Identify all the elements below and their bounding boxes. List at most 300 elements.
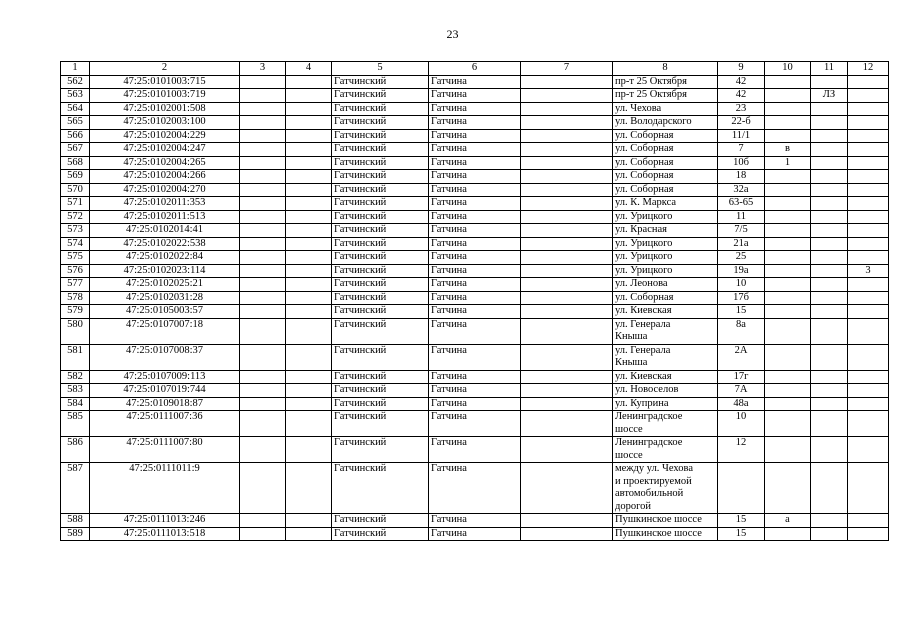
- cadastral-number-cell: 47:25:0107019:744: [90, 384, 240, 398]
- col11-cell: [811, 437, 848, 463]
- street-cell: [613, 183, 718, 197]
- street-cell: [613, 370, 718, 384]
- col7-cell: [521, 251, 613, 265]
- house-number-cell: 25: [718, 251, 765, 265]
- district-cell: Гатчинский: [332, 384, 429, 398]
- col11-cell: [811, 264, 848, 278]
- table-row: [61, 278, 889, 292]
- col10-cell: [765, 463, 811, 514]
- street-cell: [613, 75, 718, 89]
- col3-cell: [240, 437, 286, 463]
- col11-cell: [811, 183, 848, 197]
- col11-cell: [811, 102, 848, 116]
- column-header: 3: [240, 62, 286, 76]
- street-line: автомобильной: [615, 488, 684, 499]
- col10-cell: в: [765, 143, 811, 157]
- table-row: [61, 89, 889, 103]
- row-number-cell: 585: [61, 411, 90, 437]
- cadastral-number-cell: 47:25:0102004:229: [90, 129, 240, 143]
- col12-cell: [848, 129, 889, 143]
- col7-cell: [521, 156, 613, 170]
- col10-cell: [765, 210, 811, 224]
- row-number-cell: 563: [61, 89, 90, 103]
- city-cell: Гатчина: [429, 305, 521, 319]
- row-number-cell: 576: [61, 264, 90, 278]
- street-cell: [613, 411, 718, 437]
- table-row: [61, 305, 889, 319]
- table-row: [61, 411, 889, 437]
- house-number-cell: 15: [718, 514, 765, 528]
- street-line: ул. Соборная: [615, 156, 674, 168]
- table-row: [61, 210, 889, 224]
- city-cell: Гатчина: [429, 156, 521, 170]
- col3-cell: [240, 89, 286, 103]
- col3-cell: [240, 278, 286, 292]
- col12-cell: [848, 463, 889, 514]
- row-number-cell: 586: [61, 437, 90, 463]
- col7-cell: [521, 384, 613, 398]
- table-row: [61, 527, 889, 541]
- street-cell: [613, 210, 718, 224]
- cadastral-number-cell: 47:25:0101003:715: [90, 75, 240, 89]
- district-cell: Гатчинский: [332, 143, 429, 157]
- row-number-cell: 565: [61, 116, 90, 130]
- col3-cell: [240, 75, 286, 89]
- city-cell: Гатчина: [429, 264, 521, 278]
- col7-cell: [521, 170, 613, 184]
- column-header: 1: [61, 62, 90, 76]
- col7-cell: [521, 291, 613, 305]
- col7-cell: [521, 318, 613, 344]
- street-line: Пушкинское шоссе: [615, 514, 702, 525]
- street-line: ул. Урицкого: [615, 264, 673, 276]
- table-row: [61, 170, 889, 184]
- col7-cell: [521, 197, 613, 211]
- street-line: Пушкинское шоссе: [615, 527, 702, 539]
- city-cell: Гатчина: [429, 291, 521, 305]
- street-cell: [613, 344, 718, 370]
- district-cell: Гатчинский: [332, 210, 429, 224]
- table-row: [61, 264, 889, 278]
- col11-cell: [811, 278, 848, 292]
- cadastral-number-cell: 47:25:0101003:719: [90, 89, 240, 103]
- table-row: [61, 237, 889, 251]
- table-row: [61, 370, 889, 384]
- col11-cell: [811, 75, 848, 89]
- street-cell: [613, 305, 718, 319]
- col4-cell: [286, 210, 332, 224]
- col4-cell: [286, 102, 332, 116]
- col4-cell: [286, 89, 332, 103]
- page-number: 23: [446, 27, 459, 41]
- table-body: [61, 75, 889, 541]
- col11-cell: [811, 197, 848, 211]
- col7-cell: [521, 224, 613, 238]
- table-row: [61, 291, 889, 305]
- col10-cell: [765, 527, 811, 541]
- table-row: [61, 197, 889, 211]
- street-cell: [613, 264, 718, 278]
- city-cell: Гатчина: [429, 183, 521, 197]
- col4-cell: [286, 156, 332, 170]
- cadastral-number-cell: 47:25:0102014:41: [90, 224, 240, 238]
- col7-cell: [521, 411, 613, 437]
- street-line: Кныша: [615, 331, 648, 342]
- city-cell: Гатчина: [429, 463, 521, 514]
- row-number-cell: 574: [61, 237, 90, 251]
- row-number-cell: 579: [61, 305, 90, 319]
- col3-cell: [240, 143, 286, 157]
- col3-cell: [240, 514, 286, 528]
- district-cell: Гатчинский: [332, 527, 429, 541]
- col11-cell: [811, 224, 848, 238]
- col4-cell: [286, 197, 332, 211]
- col4-cell: [286, 129, 332, 143]
- col4-cell: [286, 463, 332, 514]
- col7-cell: [521, 89, 613, 103]
- col3-cell: [240, 384, 286, 398]
- col10-cell: [765, 89, 811, 103]
- street-line: ул. Урицкого: [615, 237, 673, 249]
- col10-cell: [765, 224, 811, 238]
- cadastral-number-cell: 47:25:0111011:9: [90, 463, 240, 514]
- col12-cell: [848, 116, 889, 130]
- col10-cell: [765, 264, 811, 278]
- table-header-row: [61, 62, 889, 76]
- col12-cell: [848, 278, 889, 292]
- row-number-cell: 588: [61, 514, 90, 528]
- col3-cell: [240, 102, 286, 116]
- street-line: дорогой: [615, 500, 652, 512]
- col4-cell: [286, 278, 332, 292]
- city-cell: Гатчина: [429, 170, 521, 184]
- col10-cell: [765, 291, 811, 305]
- col10-cell: [765, 437, 811, 463]
- col3-cell: [240, 237, 286, 251]
- row-number-cell: 582: [61, 370, 90, 384]
- col10-cell: [765, 129, 811, 143]
- cadastral-number-cell: 47:25:0109018:87: [90, 397, 240, 411]
- col10-cell: [765, 116, 811, 130]
- house-number-cell: 18: [718, 170, 765, 184]
- col4-cell: [286, 116, 332, 130]
- row-number-cell: 570: [61, 183, 90, 197]
- col3-cell: [240, 291, 286, 305]
- street-cell: [613, 527, 718, 541]
- district-cell: Гатчинский: [332, 251, 429, 265]
- col11-cell: [811, 384, 848, 398]
- col7-cell: [521, 397, 613, 411]
- city-cell: Гатчина: [429, 237, 521, 251]
- street-line: ул. Соборная: [615, 143, 674, 154]
- cadastral-number-cell: 47:25:0107007:18: [90, 318, 240, 344]
- city-cell: Гатчина: [429, 278, 521, 292]
- row-number-cell: 584: [61, 397, 90, 411]
- col11-cell: [811, 143, 848, 157]
- col3-cell: [240, 318, 286, 344]
- col10-cell: [765, 397, 811, 411]
- col12-cell: [848, 89, 889, 103]
- house-number-cell: 7/5: [718, 224, 765, 238]
- col3-cell: [240, 183, 286, 197]
- cadastral-number-cell: 47:25:0111007:36: [90, 411, 240, 437]
- street-line: ул. Чехова: [615, 102, 662, 114]
- col4-cell: [286, 251, 332, 265]
- col12-cell: [848, 370, 889, 384]
- street-line: и проектируемой: [615, 475, 692, 487]
- district-cell: Гатчинский: [332, 463, 429, 514]
- district-cell: Гатчинский: [332, 318, 429, 344]
- col4-cell: [286, 183, 332, 197]
- col12-cell: [848, 305, 889, 319]
- district-cell: Гатчинский: [332, 278, 429, 292]
- col12-cell: 3: [848, 264, 889, 278]
- street-line: шоссе: [615, 423, 643, 435]
- col7-cell: [521, 143, 613, 157]
- col12-cell: [848, 237, 889, 251]
- house-number-cell: 17г: [718, 370, 765, 384]
- col4-cell: [286, 224, 332, 238]
- col11-cell: [811, 305, 848, 319]
- col11-cell: [811, 411, 848, 437]
- city-cell: Гатчина: [429, 210, 521, 224]
- col3-cell: [240, 264, 286, 278]
- city-cell: Гатчина: [429, 384, 521, 398]
- table-row: [61, 224, 889, 238]
- city-cell: Гатчина: [429, 411, 521, 437]
- table-row: [61, 344, 889, 370]
- street-line: ул. Урицкого: [615, 210, 673, 222]
- col4-cell: [286, 291, 332, 305]
- street-cell: [613, 318, 718, 344]
- house-number-cell: 7: [718, 143, 765, 157]
- city-cell: Гатчина: [429, 318, 521, 344]
- street-line: между ул. Чехова: [615, 463, 693, 474]
- district-cell: Гатчинский: [332, 116, 429, 130]
- district-cell: Гатчинский: [332, 264, 429, 278]
- city-cell: Гатчина: [429, 514, 521, 528]
- cadastral-number-cell: 47:25:0107009:113: [90, 370, 240, 384]
- col12-cell: [848, 210, 889, 224]
- table-row: [61, 143, 889, 157]
- col11-cell: [811, 514, 848, 528]
- row-number-cell: 568: [61, 156, 90, 170]
- col10-cell: [765, 237, 811, 251]
- col10-cell: [765, 318, 811, 344]
- street-cell: [613, 116, 718, 130]
- district-cell: Гатчинский: [332, 411, 429, 437]
- street-cell: [613, 291, 718, 305]
- col10-cell: а: [765, 514, 811, 528]
- col11-cell: [811, 129, 848, 143]
- col7-cell: [521, 463, 613, 514]
- house-number-cell: 32а: [718, 183, 765, 197]
- row-number-cell: 567: [61, 143, 90, 157]
- street-cell: [613, 102, 718, 116]
- col4-cell: [286, 237, 332, 251]
- house-number-cell: 19а: [718, 264, 765, 278]
- district-cell: Гатчинский: [332, 102, 429, 116]
- house-number-cell: 12: [718, 437, 765, 463]
- col11-cell: [811, 291, 848, 305]
- col11-cell: [811, 170, 848, 184]
- cadastral-number-cell: 47:25:0105003:57: [90, 305, 240, 319]
- street-cell: [613, 437, 718, 463]
- city-cell: Гатчина: [429, 75, 521, 89]
- col7-cell: [521, 210, 613, 224]
- table-row: [61, 129, 889, 143]
- street-line: пр-т 25 Октября: [615, 75, 687, 87]
- column-header: 9: [718, 62, 765, 76]
- col4-cell: [286, 344, 332, 370]
- col12-cell: [848, 527, 889, 541]
- street-cell: [613, 278, 718, 292]
- col3-cell: [240, 370, 286, 384]
- col11-cell: [811, 318, 848, 344]
- cadastral-number-cell: 47:25:0102001:508: [90, 102, 240, 116]
- col10-cell: [765, 305, 811, 319]
- col7-cell: [521, 116, 613, 130]
- district-cell: Гатчинский: [332, 183, 429, 197]
- col10-cell: [765, 411, 811, 437]
- column-header: 8: [613, 62, 718, 76]
- row-number-cell: 583: [61, 384, 90, 398]
- cadastral-number-cell: 47:25:0102025:21: [90, 278, 240, 292]
- city-cell: Гатчина: [429, 197, 521, 211]
- column-header: 4: [286, 62, 332, 76]
- col7-cell: [521, 370, 613, 384]
- col11-cell: [811, 344, 848, 370]
- cadastral-number-cell: 47:25:0102011:353: [90, 197, 240, 211]
- table-row: [61, 384, 889, 398]
- district-cell: Гатчинский: [332, 370, 429, 384]
- street-cell: [613, 170, 718, 184]
- cadastral-number-cell: 47:25:0102004:265: [90, 156, 240, 170]
- street-cell: [613, 156, 718, 170]
- col10-cell: [765, 344, 811, 370]
- street-line: ул. К. Маркса: [615, 197, 677, 208]
- row-number-cell: 578: [61, 291, 90, 305]
- col7-cell: [521, 75, 613, 89]
- cadastral-number-cell: 47:25:0102022:84: [90, 251, 240, 265]
- col11-cell: [811, 156, 848, 170]
- street-line: ул. Соборная: [615, 129, 674, 141]
- table-row: [61, 251, 889, 265]
- street-line: ул. Киевская: [615, 305, 672, 316]
- street-line: пр-т 25 Октября: [615, 89, 687, 100]
- district-cell: Гатчинский: [332, 224, 429, 238]
- col10-cell: [765, 251, 811, 265]
- city-cell: Гатчина: [429, 129, 521, 143]
- cadastral-number-cell: 47:25:0111013:246: [90, 514, 240, 528]
- table-row: [61, 102, 889, 116]
- col10-cell: [765, 278, 811, 292]
- district-cell: Гатчинский: [332, 170, 429, 184]
- street-line: ул. Соборная: [615, 291, 674, 303]
- row-number-cell: 577: [61, 278, 90, 292]
- row-number-cell: 573: [61, 224, 90, 238]
- city-cell: Гатчина: [429, 527, 521, 541]
- table-row: [61, 397, 889, 411]
- house-number-cell: 42: [718, 89, 765, 103]
- table-row: [61, 156, 889, 170]
- district-cell: Гатчинский: [332, 397, 429, 411]
- street-line: ул. Новоселов: [615, 384, 679, 395]
- col11-cell: [811, 210, 848, 224]
- city-cell: Гатчина: [429, 437, 521, 463]
- col3-cell: [240, 463, 286, 514]
- col11-cell: [811, 237, 848, 251]
- column-header: 5: [332, 62, 429, 76]
- city-cell: Гатчина: [429, 397, 521, 411]
- col4-cell: [286, 397, 332, 411]
- col12-cell: [848, 384, 889, 398]
- col12-cell: [848, 170, 889, 184]
- city-cell: Гатчина: [429, 116, 521, 130]
- street-line: ул. Соборная: [615, 183, 674, 195]
- street-line: ул. Киевская: [615, 370, 672, 382]
- district-cell: Гатчинский: [332, 156, 429, 170]
- col4-cell: [286, 305, 332, 319]
- col12-cell: [848, 411, 889, 437]
- cadastral-number-cell: 47:25:0102004:270: [90, 183, 240, 197]
- street-cell: [613, 463, 718, 514]
- col3-cell: [240, 224, 286, 238]
- col12-cell: [848, 251, 889, 265]
- col7-cell: [521, 514, 613, 528]
- col10-cell: [765, 183, 811, 197]
- table-row: [61, 463, 889, 514]
- house-number-cell: 7А: [718, 384, 765, 398]
- column-header: 12: [848, 62, 889, 76]
- row-number-cell: 580: [61, 318, 90, 344]
- cadastral-number-cell: 47:25:0102004:266: [90, 170, 240, 184]
- col3-cell: [240, 129, 286, 143]
- col10-cell: [765, 384, 811, 398]
- col12-cell: [848, 224, 889, 238]
- street-cell: [613, 129, 718, 143]
- street-line: Ленинградское: [615, 437, 683, 448]
- city-cell: Гатчина: [429, 370, 521, 384]
- street-line: ул. Красная: [615, 224, 667, 235]
- col4-cell: [286, 75, 332, 89]
- street-cell: [613, 514, 718, 528]
- house-number-cell: 42: [718, 75, 765, 89]
- street-cell: [613, 197, 718, 211]
- row-number-cell: 589: [61, 527, 90, 541]
- street-line: Ленинградское: [615, 411, 683, 422]
- district-cell: Гатчинский: [332, 305, 429, 319]
- city-cell: Гатчина: [429, 224, 521, 238]
- district-cell: Гатчинский: [332, 197, 429, 211]
- house-number-cell: 48а: [718, 397, 765, 411]
- street-line: ул. Леонова: [615, 278, 668, 289]
- table-row: [61, 75, 889, 89]
- house-number-cell: 63-65: [718, 197, 765, 211]
- city-cell: Гатчина: [429, 251, 521, 265]
- street-cell: [613, 397, 718, 411]
- col12-cell: [848, 318, 889, 344]
- column-header: 11: [811, 62, 848, 76]
- col11-cell: [811, 116, 848, 130]
- col12-cell: [848, 437, 889, 463]
- col7-cell: [521, 102, 613, 116]
- col4-cell: [286, 411, 332, 437]
- district-cell: Гатчинский: [332, 129, 429, 143]
- col4-cell: [286, 318, 332, 344]
- street-cell: [613, 89, 718, 103]
- street-cell: [613, 224, 718, 238]
